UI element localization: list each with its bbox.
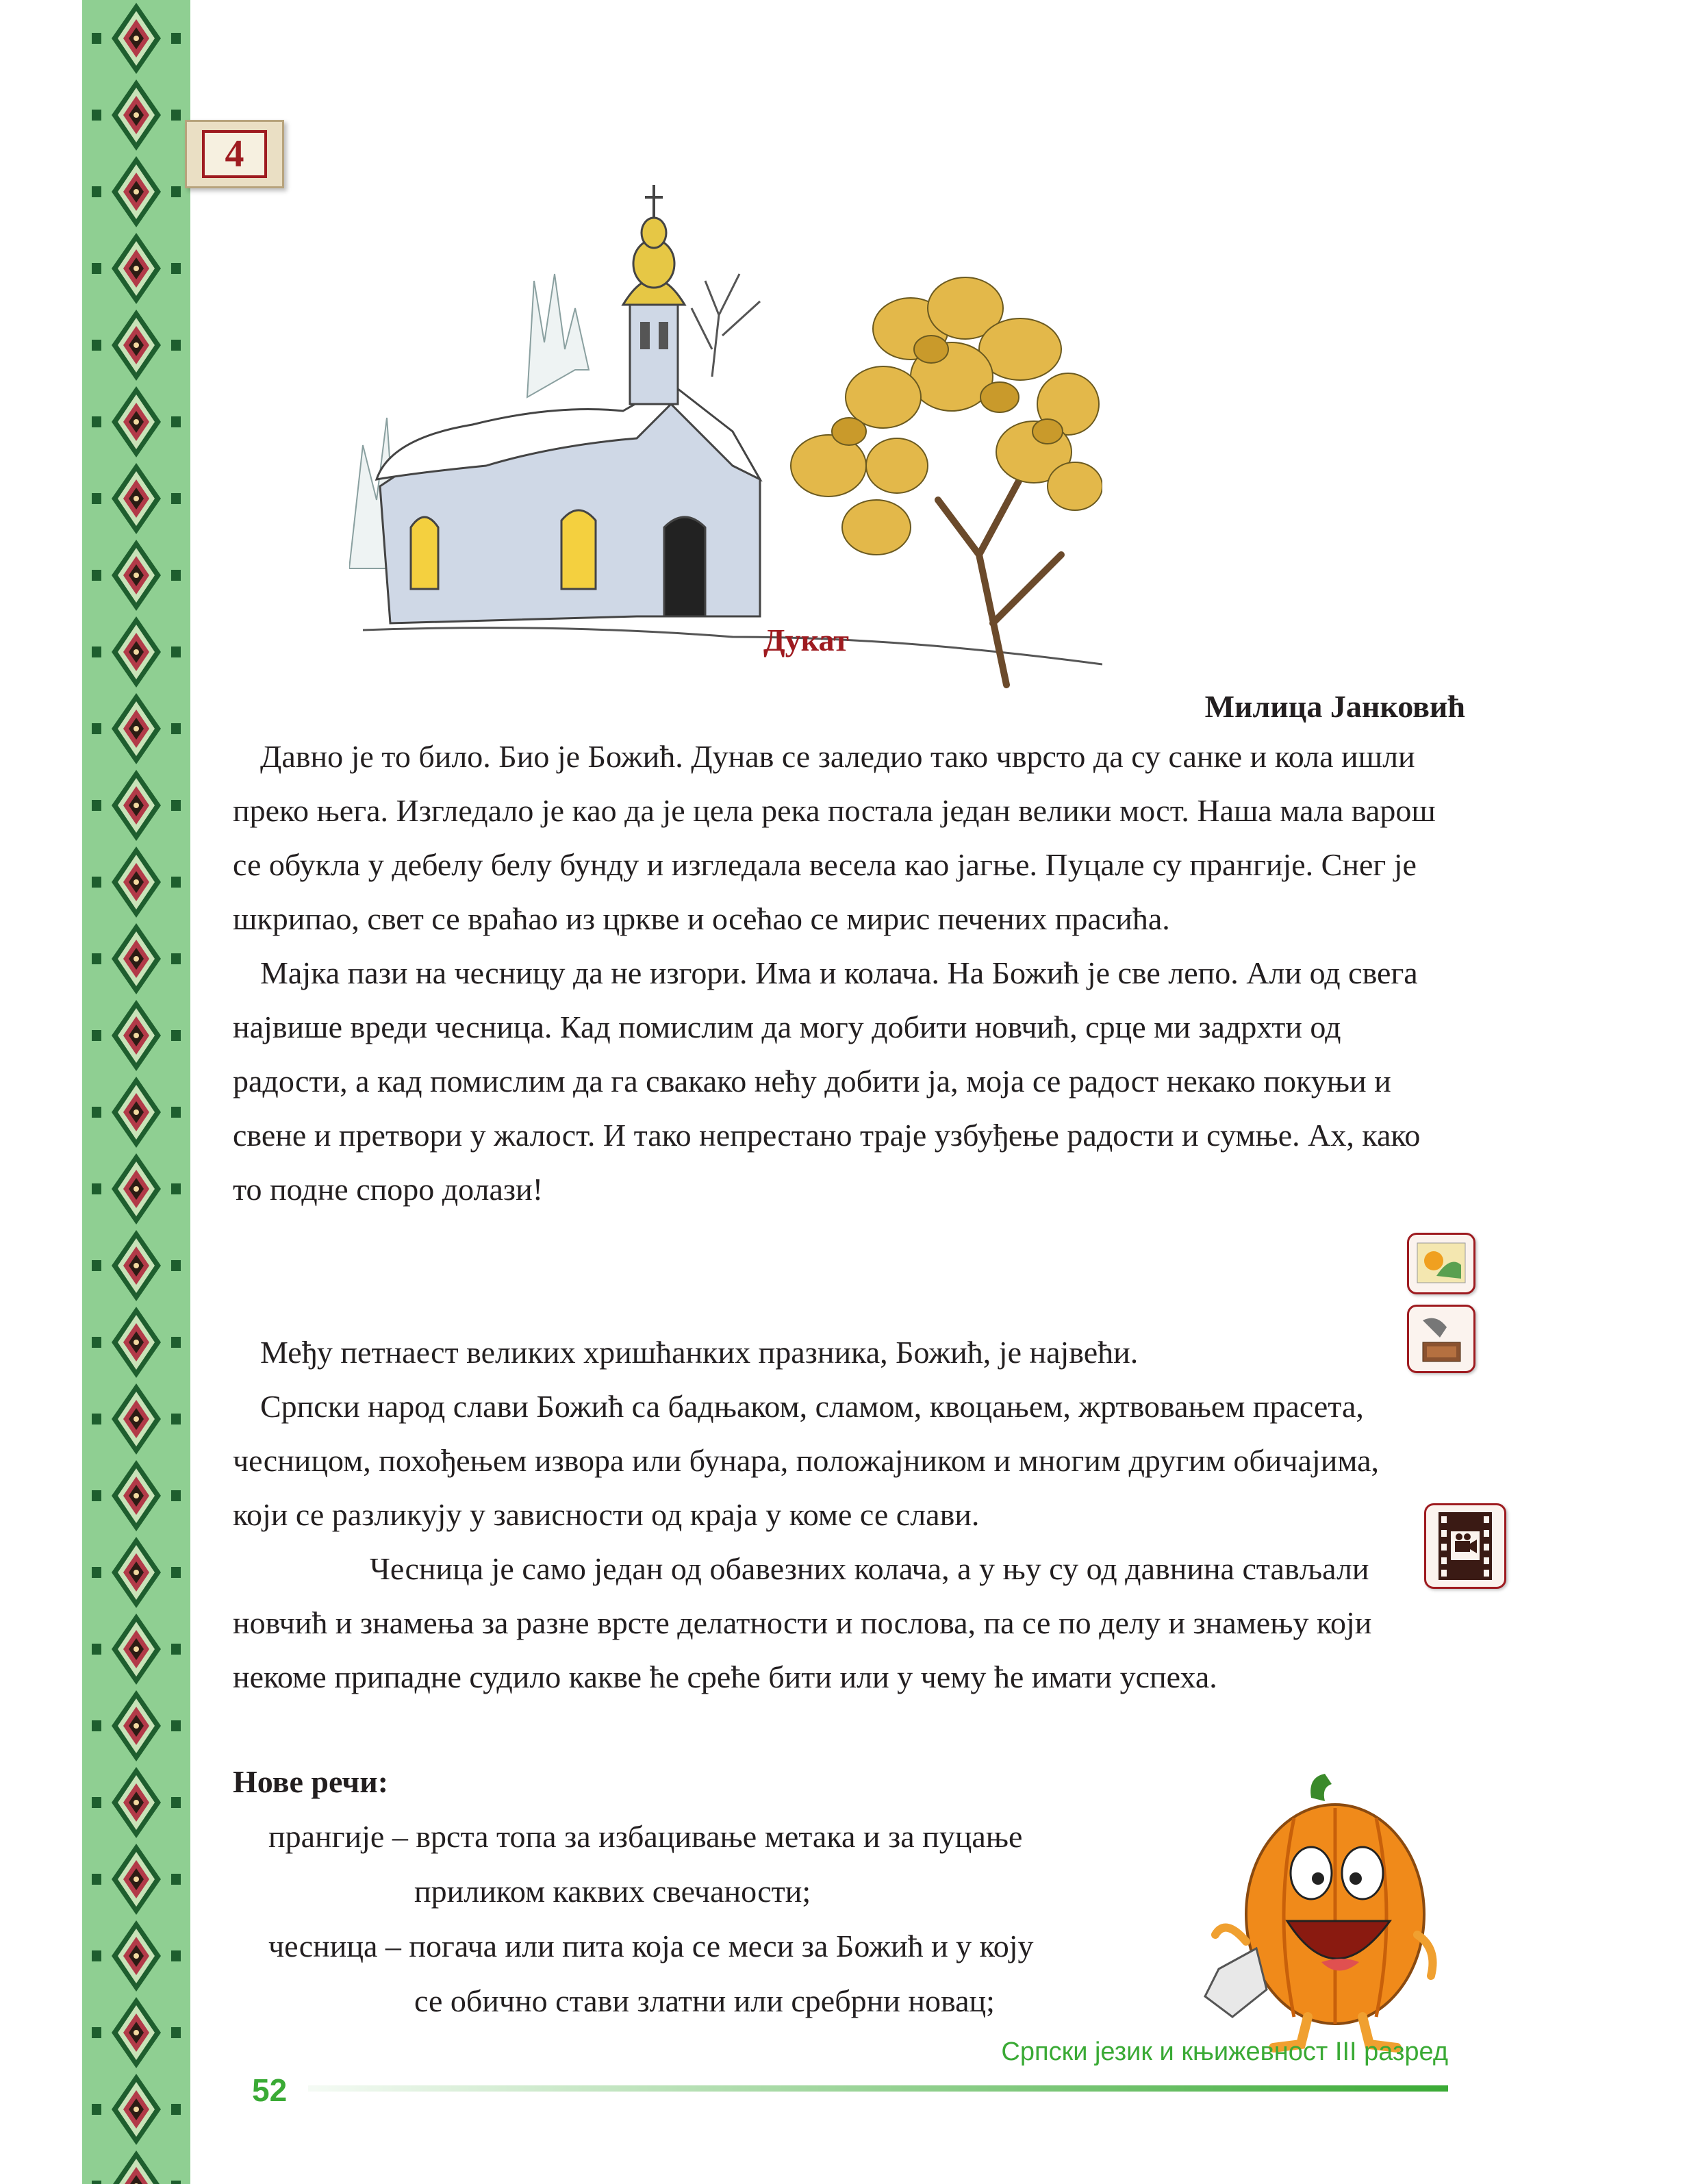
footer-book-title: Српски језик и књижевност III разред: [1001, 2037, 1448, 2066]
film-video-icon[interactable]: [1424, 1503, 1506, 1589]
footer-divider: [308, 2085, 1448, 2092]
pumpkin-mascot: [1191, 1770, 1479, 2058]
church-illustration: [349, 144, 1102, 699]
gloss-definition: се обично стави златни или сребрни новац;: [414, 1983, 995, 2018]
story-paragraph: Мајка пази на чесницу да не изгори. Има и колача. На Божић је све лепо. Али од свега највише вреди чесница. Кад помислим да могу добити новчић, срце ми задрхти од радости, а кад помислим да га свакако нећу добити ја, моја се радост некако покуњи и свене и претвори у жалост. И тако непрестано траје узбуђење радости и сумње. Ах, како то подне споро долази!: [233, 955, 1421, 1207]
new-words-heading: Нове речи:: [233, 1764, 389, 1799]
story-paragraph: Давно је то било. Био је Божић. Дунав се заледио тако чврсто да су санке и кола ишли преко њега. Изгледало је као да је цела река постала један велики мост. Наша мала варош се обукла у дебелу белу бунду и изгледала весела као јагње. Пуцале су прангије. Снег је шкрипао, свет се враћао из цркве и осећао се мирис печених прасића.: [233, 739, 1436, 936]
page-number: 52: [252, 2072, 288, 2108]
decorative-border: [82, 0, 190, 2184]
info-text: [233, 1325, 1458, 1704]
info-paragraph: Чесница је само један од обавезних колача, а у њу су од давнина стављали новчић и знамења за разне врсте делатности и послова, па се по делу и знамењу који некоме припадне судило какве ће среће бити или у чему ће имати успеха.: [233, 1551, 1372, 1694]
gloss-definition: приликом каквих свечаности;: [414, 1874, 811, 1909]
chapter-number: 4: [202, 130, 267, 178]
story-text: [233, 729, 1458, 1216]
info-paragraph: Српски народ слави Божић са бадњаком, сламом, квоцањем, жртвовањем прасета, чесницом, похођењем извора или бунара, положајником и многим другим обичајима, који се разликују у зависности од краја у коме се слави.: [233, 1389, 1380, 1532]
author-name: Милица Јанковић: [1204, 689, 1465, 724]
gloss-term: чесница – погача или пита која се меси за Божић и у коју: [268, 1929, 1034, 1963]
image-gallery-icon[interactable]: [1407, 1233, 1475, 1294]
gloss-term: прангије – врста топа за избацивање метака и за пуцање: [268, 1819, 1023, 1854]
story-title: Дукат: [763, 623, 849, 657]
chapter-badge: [185, 120, 284, 188]
gramophone-audio-icon[interactable]: [1407, 1305, 1475, 1373]
info-paragraph: Међу петнаест великих хришћанких празника, Божић, је највећи.: [260, 1335, 1139, 1370]
